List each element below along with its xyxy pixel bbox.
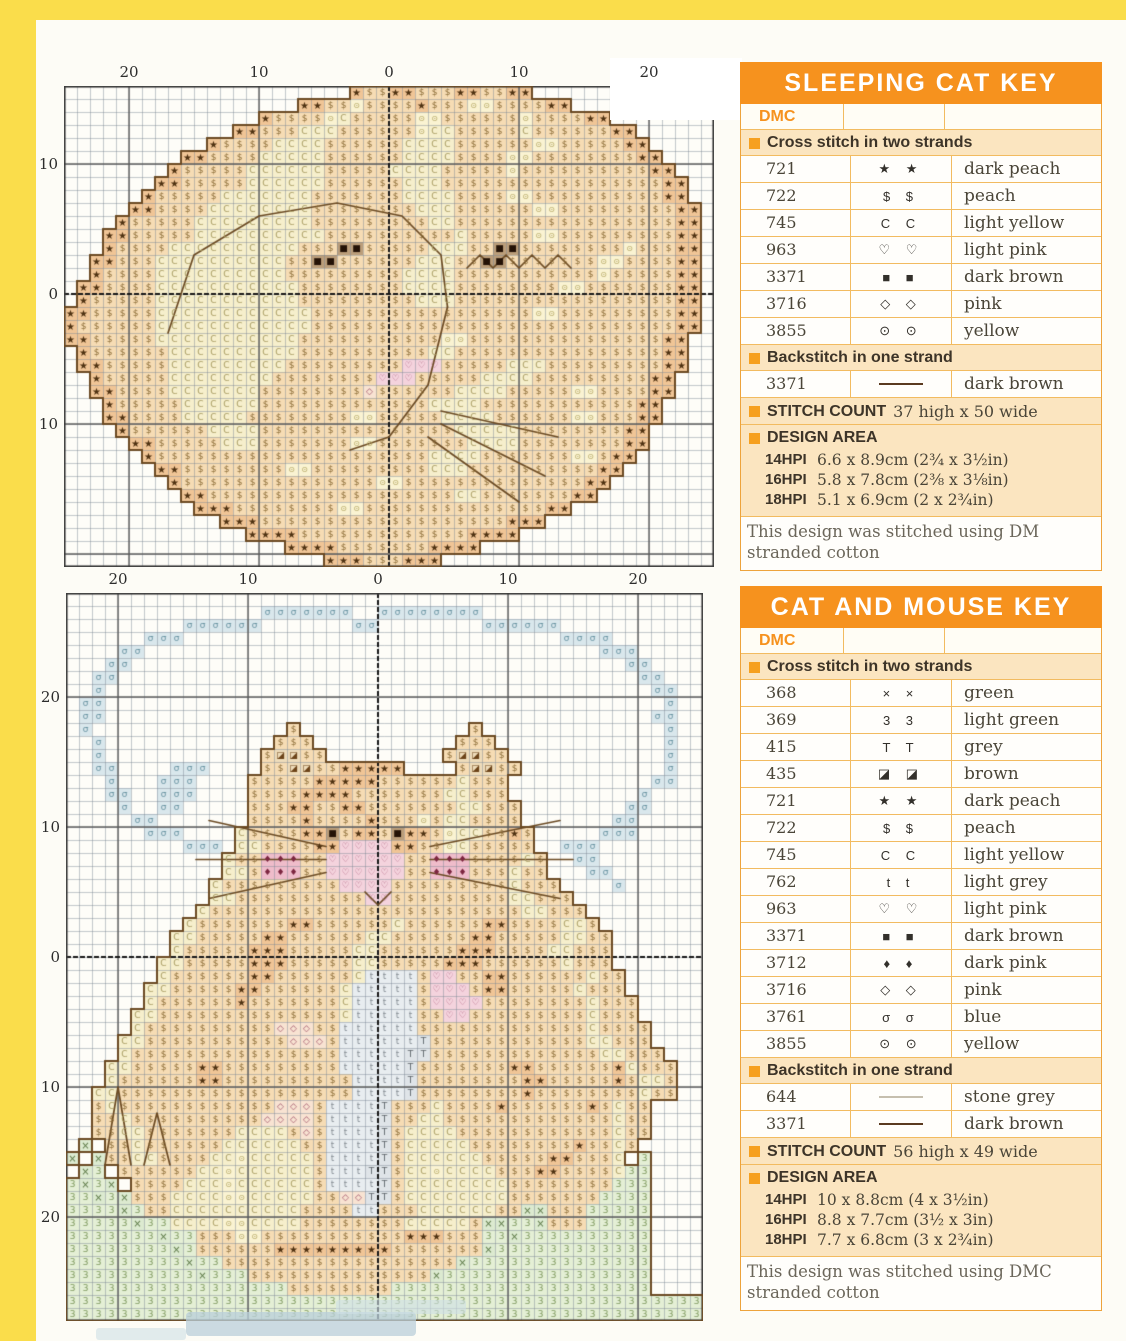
axis-tick-label: 10 (249, 63, 269, 81)
hpi-label: 14HPI (765, 1191, 807, 1208)
key-row (741, 761, 1101, 788)
axis-tick-label: 10 (509, 63, 529, 81)
axis-tick-label: 20 (628, 570, 648, 588)
design-size-value: 10 x 8.8cm (4 x 3½in) (817, 1191, 989, 1209)
hpi-label: 18HPI (765, 1231, 807, 1248)
cat-and-mouse-chart-canvas (66, 593, 703, 1321)
design-area-row (741, 450, 1101, 470)
orange-square-icon (749, 138, 760, 149)
dmc-code: 722 (741, 815, 851, 841)
dmc-code: 745 (741, 842, 851, 868)
sleeping-cat-key-panel (740, 62, 1102, 571)
dmc-code: 3716 (741, 291, 851, 317)
stitch-symbol: × × (851, 680, 952, 706)
stitch-symbol: T T (851, 734, 952, 760)
pattern-page (36, 20, 1126, 1341)
orange-square-icon (749, 1146, 760, 1157)
stitch-symbol: ◇ ◇ (851, 977, 952, 1003)
orange-square-icon (749, 406, 760, 417)
stitch-symbol (851, 1111, 952, 1137)
design-area-row (741, 1190, 1101, 1210)
thread-color-name: dark peach (964, 159, 1061, 179)
stitch-symbol: ⊙ ⊙ (851, 1031, 952, 1057)
dmc-code: 368 (741, 680, 851, 706)
stitch-symbol: ⊙ ⊙ (851, 318, 952, 344)
dmc-label: DMC (741, 628, 844, 653)
stitch-symbol: ♡ ♡ (851, 237, 952, 263)
stitch-symbol: ◪ ◪ (851, 761, 952, 787)
thread-color-name: green (964, 683, 1015, 703)
axis-tick-label: 0 (373, 570, 383, 588)
stitch-symbol: C C (851, 842, 952, 868)
axis-tick-label: 0 (50, 948, 60, 966)
thread-color-name: yellow (964, 1034, 1020, 1054)
key-row (741, 896, 1101, 923)
design-area-block (741, 1165, 1101, 1257)
dmc-code: 3371 (741, 264, 851, 290)
stitch-symbol: ■ ■ (851, 923, 952, 949)
design-area-row (741, 470, 1101, 490)
stitch-symbol: ■ ■ (851, 264, 952, 290)
design-size-value: 5.8 x 7.8cm (2⅜ x 3⅛in) (817, 471, 1009, 489)
hpi-label: 16HPI (765, 1211, 807, 1228)
section-cross-stitch: Cross stitch in two strands (741, 130, 1101, 156)
backstitch-line-swatch (879, 1123, 923, 1125)
key-row (741, 1111, 1101, 1138)
key-footer-note: This design was stitched using DM stranded cotton (741, 517, 1101, 570)
key-footer-note: This design was stitched using DMC stranded cotton (741, 1257, 1101, 1310)
design-area-row (741, 1210, 1101, 1230)
dmc-code: 963 (741, 896, 851, 922)
key-row (741, 842, 1101, 869)
dmc-code: 3371 (741, 371, 851, 397)
thread-color-name: light pink (964, 240, 1047, 260)
axis-tick-label: 20 (40, 1208, 60, 1226)
key-row (741, 264, 1101, 291)
dmc-code: 415 (741, 734, 851, 760)
key-row (741, 183, 1101, 210)
key-row (741, 815, 1101, 842)
design-area-rows (741, 450, 1101, 510)
cat-and-mouse-chart (66, 593, 703, 1321)
dmc-label: DMC (741, 104, 844, 129)
thread-color-name: light pink (964, 899, 1047, 919)
dmc-code: 3371 (741, 1111, 851, 1137)
thread-color-name: stone grey (964, 1087, 1055, 1107)
backstitch-rows (741, 1084, 1101, 1138)
section-cross-stitch: Cross stitch in two strands (741, 654, 1101, 680)
cross-stitch-rows (741, 156, 1101, 345)
stitch-symbol: C C (851, 210, 952, 236)
key-row (741, 734, 1101, 761)
thread-color-name: blue (964, 1007, 1002, 1027)
blank-patch (610, 58, 742, 120)
dmc-code: 722 (741, 183, 851, 209)
page-showthrough-smudge (336, 1300, 466, 1314)
key-row (741, 318, 1101, 345)
design-area-row (741, 1230, 1101, 1250)
dmc-code: 762 (741, 869, 851, 895)
thread-color-name: dark brown (964, 374, 1064, 394)
key-row (741, 869, 1101, 896)
hpi-label: 14HPI (765, 451, 807, 468)
orange-square-icon (749, 662, 760, 673)
thread-color-name: dark peach (964, 791, 1061, 811)
dmc-header-row (741, 628, 1101, 654)
design-area-rows (741, 1190, 1101, 1250)
key-row (741, 977, 1101, 1004)
thread-color-name: grey (964, 737, 1003, 757)
axis-tick-label: 0 (384, 63, 394, 81)
design-size-value: 8.8 x 7.7cm (3½ x 3in) (817, 1211, 994, 1229)
thread-color-name: yellow (964, 321, 1020, 341)
hpi-label: 18HPI (765, 491, 807, 508)
design-size-value: 6.6 x 8.9cm (2¾ x 3½in) (817, 451, 1009, 469)
key-table (740, 628, 1102, 1311)
dmc-code: 435 (741, 761, 851, 787)
key-row (741, 371, 1101, 398)
stitch-symbol: ★ ★ (851, 788, 952, 814)
key-row (741, 788, 1101, 815)
thread-color-name: pink (964, 294, 1002, 314)
thread-color-name: peach (964, 818, 1016, 838)
axis-tick-label: 10 (38, 415, 58, 433)
section-backstitch: Backstitch in one strand (741, 1058, 1101, 1084)
stitch-symbol: $ $ (851, 815, 952, 841)
stitch-symbol: ♡ ♡ (851, 896, 952, 922)
dmc-code: 3761 (741, 1004, 851, 1030)
dmc-code: 3855 (741, 1031, 851, 1057)
key-row (741, 210, 1101, 237)
dmc-code: 3371 (741, 923, 851, 949)
stitch-symbol: ♦ ♦ (851, 950, 952, 976)
design-area-row (741, 490, 1101, 510)
dmc-code: 3712 (741, 950, 851, 976)
thread-color-name: dark brown (964, 1114, 1064, 1134)
key-row (741, 156, 1101, 183)
thread-color-name: light yellow (964, 845, 1065, 865)
thread-color-name: dark brown (964, 267, 1064, 287)
key-table (740, 104, 1102, 571)
section-design-area: DESIGN AREA (741, 1165, 1101, 1190)
key-title: SLEEPING CAT KEY (740, 62, 1102, 104)
dmc-code: 963 (741, 237, 851, 263)
thread-color-name: peach (964, 186, 1016, 206)
hpi-label: 16HPI (765, 471, 807, 488)
orange-square-icon (749, 1173, 760, 1184)
backstitch-line-swatch (879, 383, 923, 385)
cross-stitch-rows (741, 680, 1101, 1058)
key-row (741, 291, 1101, 318)
section-backstitch: Backstitch in one strand (741, 345, 1101, 371)
stitch-symbol: ◇ ◇ (851, 291, 952, 317)
dmc-code: 3716 (741, 977, 851, 1003)
page-showthrough-smudge (96, 1328, 186, 1340)
sleeping-cat-chart-canvas (64, 86, 714, 567)
orange-square-icon (749, 433, 760, 444)
design-size-value: 7.7 x 6.8cm (3 x 2¾in) (817, 1231, 994, 1249)
design-size-value: 5.1 x 6.9cm (2 x 2¾in) (817, 491, 994, 509)
key-row (741, 1004, 1101, 1031)
axis-tick-label: 10 (498, 570, 518, 588)
stitch-symbol (851, 1084, 952, 1110)
sleeping-cat-chart (64, 86, 714, 567)
dmc-code: 644 (741, 1084, 851, 1110)
key-row (741, 237, 1101, 264)
design-area-block (741, 425, 1101, 517)
thread-color-name: pink (964, 980, 1002, 1000)
stitch-symbol (851, 371, 952, 397)
thread-color-name: light green (964, 710, 1060, 730)
key-row (741, 1084, 1101, 1111)
axis-tick-label: 20 (108, 570, 128, 588)
key-row (741, 680, 1101, 707)
thread-color-name: light grey (964, 872, 1048, 892)
dmc-code: 721 (741, 156, 851, 182)
dmc-code: 3855 (741, 318, 851, 344)
key-row (741, 950, 1101, 977)
dmc-code: 369 (741, 707, 851, 733)
section-stitch-count: STITCH COUNT 56 high x 49 wide (741, 1138, 1101, 1165)
page-showthrough-smudge (186, 1312, 416, 1336)
section-design-area: DESIGN AREA (741, 425, 1101, 450)
stitch-symbol: σ σ (851, 1004, 952, 1030)
thread-color-name: dark brown (964, 926, 1064, 946)
key-row (741, 1031, 1101, 1058)
axis-tick-label: 0 (48, 285, 58, 303)
key-row (741, 923, 1101, 950)
cat-and-mouse-key-panel (740, 586, 1102, 1311)
key-title: CAT AND MOUSE KEY (740, 586, 1102, 628)
thread-color-name: dark pink (964, 953, 1047, 973)
stitch-symbol: t t (851, 869, 952, 895)
axis-tick-label: 20 (119, 63, 139, 81)
stitch-symbol: $ $ (851, 183, 952, 209)
orange-square-icon (749, 1066, 760, 1077)
axis-tick-label: 10 (38, 155, 58, 173)
stitch-symbol: ★ ★ (851, 156, 952, 182)
axis-tick-label: 20 (639, 63, 659, 81)
axis-tick-label: 20 (40, 688, 60, 706)
thread-color-name: light yellow (964, 213, 1065, 233)
stitch-symbol: 3 3 (851, 707, 952, 733)
backstitch-rows (741, 371, 1101, 398)
thread-color-name: brown (964, 764, 1019, 784)
section-stitch-count: STITCH COUNT 37 high x 50 wide (741, 398, 1101, 425)
orange-square-icon (749, 353, 760, 364)
axis-tick-label: 10 (40, 818, 60, 836)
key-row (741, 707, 1101, 734)
dmc-header-row (741, 104, 1101, 130)
backstitch-line-swatch (879, 1096, 923, 1098)
axis-tick-label: 10 (238, 570, 258, 588)
dmc-code: 721 (741, 788, 851, 814)
dmc-code: 745 (741, 210, 851, 236)
axis-tick-label: 10 (40, 1078, 60, 1096)
